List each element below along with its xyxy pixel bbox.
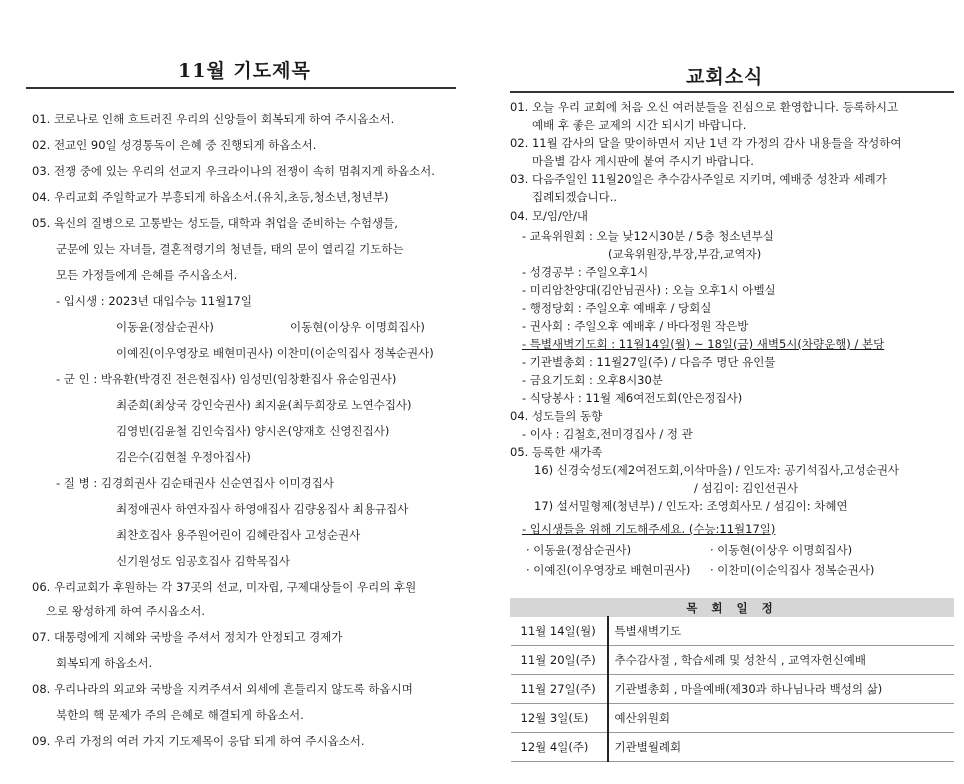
- new-member-16-line2: / 섬김이: 김인선권사: [694, 481, 798, 495]
- prayer-item-06: 06. 우리교회가 후원하는 각 37곳의 선교, 미자립, 구제대상들이 우리의 후원: [32, 580, 417, 594]
- schedule-date: 11월 20일(주): [511, 646, 608, 675]
- prayer-item-03: 03. 전쟁 중에 있는 우리의 선교지 우크라이나의 전쟁이 속히 멈춰지게 하옵소서.: [32, 164, 435, 178]
- meeting-item: - 식당봉사 : 11월 제6여전도회(안은정집사): [522, 391, 743, 405]
- meeting-item: - 권사회 : 주일오후 예배후 / 바다정원 작은방: [522, 319, 749, 333]
- news-item-01: 01. 오늘 우리 교회에 처음 오신 여러분들을 진심으로 환영합니다. 등록하시고: [510, 100, 899, 114]
- news-item-03-line2: 집례되겠습니다..: [532, 190, 618, 204]
- military-list: 김은수(김현철 우정아집사): [116, 450, 251, 464]
- exam-student: 이동현(이상우 이명희집사): [290, 320, 425, 334]
- news-item-03: 03. 다음주일인 11월20일은 추수감사주일로 지키며, 예배중 성찬과 세례가: [510, 172, 887, 186]
- prayer-item-08: 08. 우리나라의 외교와 국방을 지켜주셔서 외세에 흔들리지 않도록 하옵시며: [32, 682, 413, 696]
- prayer-item-04: 04. 우리교회 주일학교가 부흥되게 하옵소서.(유치,초등,청소년,청년부): [32, 190, 389, 204]
- illness-list: 최정애권사 하연자집사 하영애집사 김량옹집사 최용규집사: [116, 502, 409, 516]
- prayer-topics-section: [0, 0, 470, 784]
- schedule-date: 11월 27일(주): [511, 675, 608, 704]
- meeting-item: - 기관별총회 : 11월27일(주) / 다음주 명단 유인물: [522, 355, 776, 369]
- illness-list: 신기원성도 임공호집사 김학목집사: [116, 554, 290, 568]
- meeting-item-detail: (교육위원장,부장,부감,교역자): [608, 247, 762, 261]
- news-item-02-line2: 마을별 감사 게시판에 붙여 주시기 바랍니다.: [532, 154, 754, 168]
- title-divider: [510, 91, 954, 93]
- meeting-item: - 성경공부 : 주일오후1시: [522, 265, 649, 279]
- prayer-topics-title: 11월 기도제목: [178, 60, 311, 82]
- exam-prayer-heading: - 입시생들을 위해 기도해주세요. (수능:11월17일): [522, 522, 776, 536]
- prayer-item-09: 09. 우리 가정의 여러 가지 기도제목이 응답 되게 하여 주시옵소서.: [32, 734, 365, 748]
- schedule-row: [511, 704, 954, 733]
- schedule-date: 11월 14일(월): [511, 617, 608, 646]
- prayer-item-02: 02. 전교인 90일 성경통독이 은혜 중 진행되게 하옵소서.: [32, 138, 317, 152]
- exam-students-heading: - 입시생 : 2023년 대입수능 11월17일: [56, 294, 252, 308]
- news-item-02: 02. 11월 감사의 달을 맞이하면서 지난 1년 각 가정의 감사 내용들을 작성하여: [510, 136, 902, 150]
- prayer-item-08-line2: 북한의 핵 문제가 주의 은혜로 해결되게 하옵소서.: [56, 708, 304, 722]
- members-news-heading: 04. 성도들의 동향: [510, 409, 603, 423]
- prayer-item-05-line2: 군문에 있는 자녀들, 결혼적령기의 청년들, 태의 문이 열리길 기도하는: [56, 242, 404, 256]
- exam-student: 이예진(이우영장로 배현미권사) 이찬미(이순익집사 정복순권사): [116, 346, 434, 360]
- prayer-item-06-line2: 으로 왕성하게 하여 주시옵소서.: [46, 604, 206, 618]
- prayer-item-07-line2: 회복되게 하옵소서.: [56, 656, 153, 670]
- title-divider: [26, 87, 456, 89]
- prayer-item-05-line3: 모든 가정들에게 은혜를 주시옵소서.: [56, 268, 238, 282]
- prayer-item-05: 05. 육신의 질병으로 고통받는 성도들, 대학과 취업을 준비하는 수험생들,: [32, 216, 398, 230]
- schedule-header: 목 회 일 정: [511, 599, 954, 617]
- prayer-item-07: 07. 대통령에게 지혜와 국방을 주셔서 정치가 안정되고 경제가: [32, 630, 343, 644]
- schedule-event: 특별새벽기도: [608, 617, 954, 646]
- new-member-16: 16) 신경숙성도(제2여전도회,이삭마을) / 인도자: 공기석집사,고성순권사: [534, 463, 900, 477]
- schedule-row: [511, 733, 954, 762]
- schedule-event: 추수감사절 , 학습세례 및 성찬식 , 교역자헌신예배: [608, 646, 954, 675]
- news-item-01-line2: 예배 후 좋은 교제의 시간 되시기 바랍니다.: [532, 118, 747, 132]
- schedule-date: 12월 3일(토): [511, 704, 608, 733]
- schedule-row: [511, 646, 954, 675]
- church-news-title: 교회소식: [686, 66, 764, 88]
- new-member-17: 17) 설서밀형제(청년부) / 인도자: 조영희사모 / 섬김이: 차혜연: [534, 499, 848, 513]
- military-list: 김영빈(김윤철 김인숙집사) 양시온(양재호 신영진집사): [116, 424, 390, 438]
- schedule-event: 예산위원회: [608, 704, 954, 733]
- exam-student: · 이예진(이우영장로 배현미권사): [526, 563, 691, 577]
- members-news-item: - 이사 : 김철호,전미경집사 / 정 관: [522, 427, 693, 441]
- schedule-row: [511, 617, 954, 646]
- new-members-heading: 05. 등록한 새가족: [510, 445, 603, 459]
- schedule-row: [511, 675, 954, 704]
- military-list: 최준희(최상국 강인숙권사) 최지윤(최두희장로 노연수집사): [116, 398, 412, 412]
- illness-list: 최찬호집사 용주원어린이 김혜란집사 고성순권사: [116, 528, 361, 542]
- exam-student: 이동윤(정삼순권사): [116, 320, 214, 334]
- meeting-item: - 미리암찬양대(김안님권사) : 오늘 오후1시 아벨실: [522, 283, 776, 297]
- meetings-heading: 04. 모/임/안/내: [510, 209, 589, 223]
- military-heading: - 군 인 : 박유환(박경진 전은현집사) 임성민(임창환집사 유순임권사): [56, 372, 397, 386]
- schedule-date: 12월 4일(주): [511, 733, 608, 762]
- prayer-item-01: 01. 코로나로 인해 흐트러진 우리의 신앙들이 회복되게 하여 주시옵소서.: [32, 112, 395, 126]
- meeting-item-special-dawn-prayer: - 특별새벽기도회 : 11월14일(월) ~ 18일(금) 새벽5시(차량운행) / 본당: [522, 337, 885, 351]
- meeting-item: - 행정당회 : 주일오후 예배후 / 당회실: [522, 301, 712, 315]
- exam-student: · 이동현(이상우 이명희집사): [710, 543, 853, 557]
- exam-student: · 이찬미(이순익집사 정복순권사): [710, 563, 875, 577]
- church-news-section: [490, 0, 964, 784]
- meeting-item: - 금요기도회 : 오후8시30분: [522, 373, 663, 387]
- schedule-event: 기관별총회 , 마을예배(제30과 하나님나라 백성의 삶): [608, 675, 954, 704]
- ministry-schedule-table: [510, 598, 954, 762]
- exam-student: · 이동윤(정삼순권사): [526, 543, 632, 557]
- meeting-item: - 교육위원회 : 오늘 낮12시30분 / 5층 청소년부실: [522, 229, 774, 243]
- schedule-event: 기관별월례회: [608, 733, 954, 762]
- illness-heading: - 질 병 : 김경희권사 김순태권사 신순연집사 이미경집사: [56, 476, 335, 490]
